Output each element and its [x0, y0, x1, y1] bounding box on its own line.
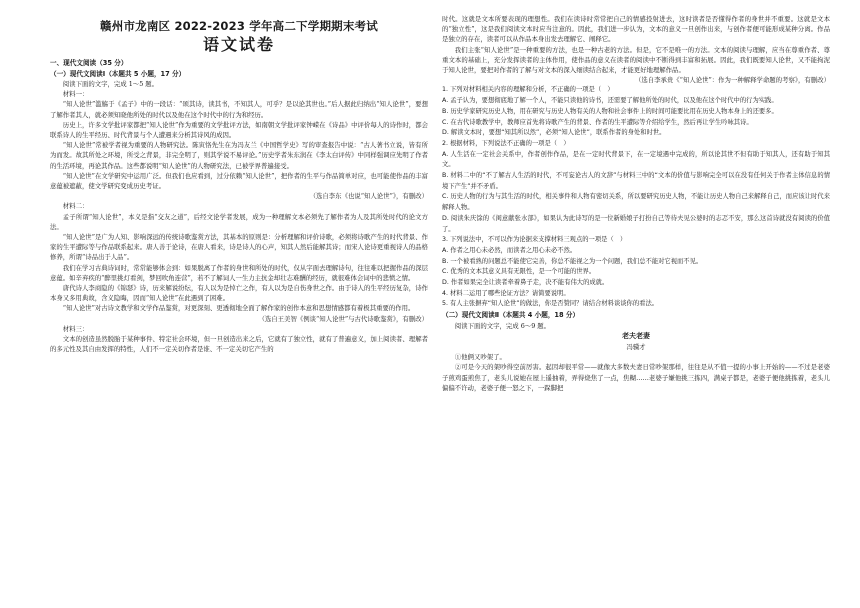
paragraph: ②可是今天的架吵得空前厉害。起因却很平常——就像大多数夫妻日常吵架那样，往往是从不值一提的小事上开始的——不过是老婆子煎鸡蛋煎焦了，老头儿说她在屋上遥抽着，弄得烧焦了一点，焦糊……老婆子嫌他挑三拣四，满桌子都是，老婆子便他挑拣着，老头儿偏偏不许动，老婆子便一怒之下，一跺脚把: [442, 363, 830, 392]
source-note: （选自李东《也说“知人论世”》，有删改）: [309, 192, 428, 201]
option: A. 孟子认为，要想彻底地了解一个人，不能只读他的诗书，还需要了解他所处的时代，以及他在这个时代中的行为实践。: [442, 97, 778, 105]
question: 4. 材料二运用了哪些论证方法？请简要说明。: [442, 289, 570, 297]
question: 3. 下列说法中，不可以作为论据来支撑材料三观点的一项是（ ）: [442, 236, 627, 244]
option: C. 历史人物的行为与其生活的时代，相关事件和人物有密切关系，所以要研究历史人物，不能让历史人物自己来解释自己，而应该让时代来解释人物。: [442, 193, 830, 212]
option: A. 作者之用心未必然，而读者之用心未必不然。: [442, 246, 577, 254]
paragraph: 孟子所谓“知人论世”，本义是指“交友之道”，后经文论学者发展，成为一种理解文本必须先了解作者为人及其所处时代的论文方法。: [50, 212, 428, 231]
exam-title: 赣州市龙南区 2022-2023 学年高二下学期期末考试: [100, 19, 378, 33]
paragraph: “知人论世”常被学者视为重要的人物研究法。陈寅恪先生在为冯友兰《中国哲学史》写的审查报告中说：“古人著书立说，皆有所为而发。故其所处之环境，所受之背景，非完全明了，则其学说不易评论。”历史学者朱东润在《李太白评传》中同样强调应先明了作者的生活环境，再论其作品。这些都说明“知人论世”的人物研究法，已被学界普遍接受。: [50, 141, 428, 170]
paragraph: 唐代诗人李商隐的《锦瑟》诗，历来解说纷纭，有人以为是悼亡之作，有人以为是自伤身世之作。由于诗人的生平经历复杂，诗作本身又多用典故，含义隐晦，因而“知人论世”在此遇到了困难。: [50, 284, 428, 303]
left-column: [50, 14, 428, 602]
option: B. 一个被看熟的问题总不能使它完善，你总不能视之为一个问题，我们总不能对它视而不见。: [442, 257, 703, 265]
material-label: 材料二：: [62, 202, 89, 211]
paragraph: 历史上，许多文学批评家都把“知人论世”作为重要的文学批评方法，如南朝文学批评家钟嵘在《诗品》中评价每人的诗作时，都会联系诗人的生平经历、时代背景与个人遭遇来分析其诗风的成因。: [50, 120, 428, 140]
questions: [442, 85, 830, 310]
instruction: 阅读下面的文字，完成 6～9 题。: [454, 321, 551, 330]
option: D. 阅读朱庆馀的《闺意献张水部》，如果认为此诗写的是一位新婚娘子打扮自己等待夫见公婆时的志忑不安，那么这首诗就没有阅读的价值了。: [442, 214, 830, 233]
source-note: （选自李承贵《“知人论世”：作为一种解释学命题的考察》，有删改）: [634, 76, 830, 85]
paragraph: “知人论世”是广为人知、影响深远的传统诗歌鉴赏方法，其基本的原则是：分析理解和评价诗歌，必须将诗歌产生的时代背景、作家的生平遭际等与作品联系起来。唐人善于论诗，在唐人看来，诗是诗人的心声，知其人然后能解其诗；而宋人论诗更重视诗人的品格修养，所谓“诗品出于人品”。: [50, 233, 428, 262]
option: B. 材料二中的“不了解古人生活的时代，不可妄论古人的文辞”与材料三中的“文本的价值与影响完全可以在没有任何关于作者主体信息的情境下产生”并不矛盾。: [442, 172, 830, 190]
paragraph: “知人论世”滥觞于《孟子》中的一段话：“颂其诗，读其书，不知其人，可乎？是以论其世也。”后人据此归纳出“知人论世”，要想了解作者其人，就必须知晓他所处的时代以及他在这个时代中的行为和经历。: [50, 100, 428, 119]
option: D. 作者如果完全让读者牵着鼻子走，决不能有伟大的成就。: [442, 279, 609, 287]
question: 5. 有人主张摒弃“知人论世”的做法，你是否赞同？请结合材料谈谈你的看法。: [442, 300, 659, 308]
paragraph: “知人论世”在文学研究中运用广泛。但我们也应看到，过分依赖“知人论世”，把作者的生平与作品简单对应，也可能使作品的丰富意蕴被遮蔽，使文学研究变成历史考证。: [50, 171, 428, 191]
option: C. 优秀的文本其意义具有无限性，是一个可能的世界。: [442, 268, 596, 276]
right-column: [442, 14, 830, 602]
option: D. 解读文本时，要想“知其所以然”，必须“知人论世”，联系作者的身处和时世。: [442, 129, 666, 137]
instruction: 阅读下面的文字，完成 1～5 题。: [62, 80, 159, 88]
exam-subtitle: 语文试卷: [202, 35, 275, 54]
story-title: 老夫老妻: [622, 331, 650, 340]
material-label: 材料三：: [62, 324, 89, 333]
option: B. 历史学家研究历史人物，用在研究与历史人物有关的人物和社会事件上的时间可能要比用在历史人物本身上的还要多。: [442, 107, 778, 115]
option: C. 在古代诗歌教学中，教师应首先将诗歌产生的背景、作者的生平遭际等介绍给学生，然后再让学生吟咏其诗。: [442, 118, 753, 126]
section-heading: 一、现代文阅读（35 分）: [50, 59, 128, 67]
option: A. 人生活在一定社会关系中，作者创作作品，是在一定时代背景下，在一定境遇中完成的，所以论其世不但有助于知其人，还有助于知其文。: [442, 150, 830, 169]
material-label: 材料一：: [62, 90, 89, 99]
paragraph: 时代。这就是文本所要表现的理想性。我们在读诗时常常把自己的情感投射进去，这时读者是否懂得作者的身世并不重要。这就是文本的“独立性”，这是我们阅读文本时应当注意的。因此，我们进一步认为，文本的意义一旦创作出来，与创作者便可能形成某种分离。作品是独立的存在，读者可以从作品本身出发去理解它、阐释它。: [442, 15, 830, 44]
story-author: 冯骥才: [626, 342, 646, 351]
paragraph: ①他俩又吵架了。: [454, 353, 506, 362]
paragraph: “知人论世”对古诗文教学和文学作品鉴赏，对更深刻、更透彻地全面了解作家的创作本意和思想情感都有着极其重要的作用。: [62, 304, 415, 313]
subsection-heading: （一）现代文阅读Ⅰ（本题共 5 小题，17 分）: [50, 69, 186, 78]
paragraph: 我们主张“知人论世”是一种重要的方法，也是一种古老的方法。但是，它不是唯一的方法。文本的阅读与理解，应当在尊重作者、尊重文本的基础上，充分发挥读者的主体作用，使作品的意义在读者的阅读中不断得到丰富和拓展。因此，我们既要知人论世，又不能拘泥于知人论世，要把对作者的了解与对文本的深入细读结合起来，才能更好地理解作品。: [442, 45, 830, 75]
question: 1. 下列对材料相关内容的理解和分析，不正确的一项是（ ）: [442, 86, 614, 94]
paragraph: 我们在学习古典诗词时，常常能够体会到：如果脱离了作者的身世和所处的时代，仅从字面去理解诗句，往往难以把握作品的深层意蕴。如辛弃疾的“醉里挑灯看剑，梦回吹角连营”，若不了解词人一生力主抗金却壮志难酬的经历，就很难体会词中的悲愤之情。: [50, 263, 428, 282]
source-note: （选自王美智《例谈“知人论世”与古代诗歌鉴赏》，有删改）: [258, 314, 428, 323]
subsection-heading: （二）现代文阅读Ⅱ（本题共 4 小题，18 分）: [442, 311, 580, 320]
question: 2. 根据材料，下列说法不正确的一项是（ ）: [442, 139, 570, 147]
paragraph: 文本的创造虽然脱胎于某种事件、特定社会环境，但一旦创造出来之后，它就有了独立性，就有了普遍意义，加上阅读者、理解者的多元性及其自由发挥的特性，人们不一定关切作者是谁、不一定关切它产生的: [50, 335, 428, 354]
